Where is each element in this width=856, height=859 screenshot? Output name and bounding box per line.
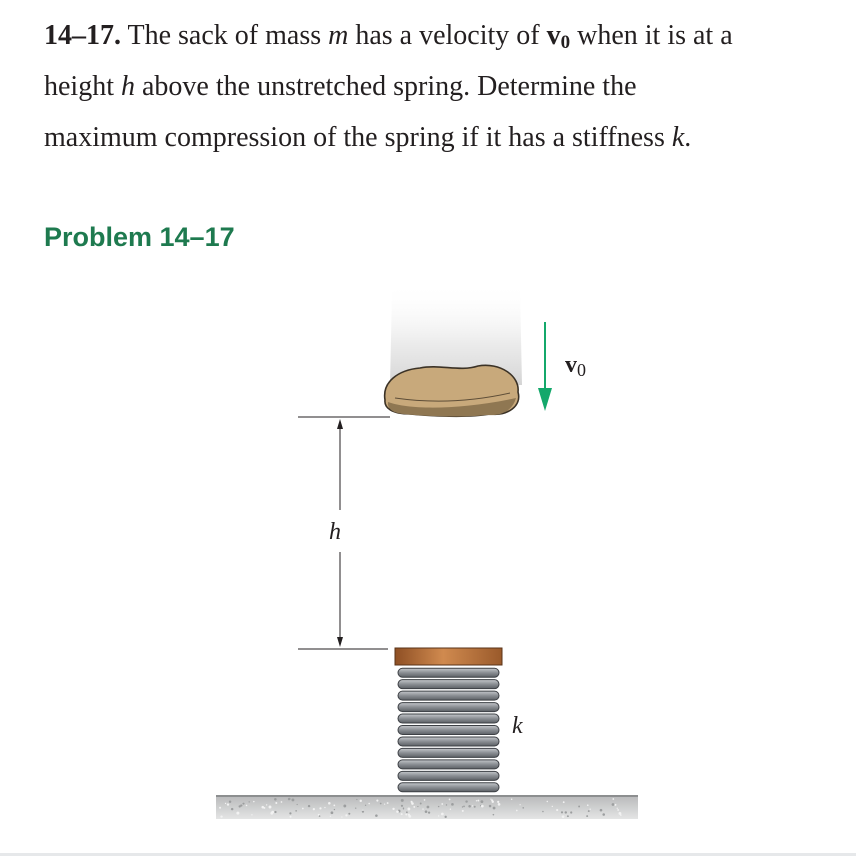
ground-speckle (493, 807, 496, 810)
ground-speckle (589, 809, 590, 810)
ground-speckle (330, 816, 331, 817)
stiffness-label: k (512, 713, 523, 739)
ground-speckle (417, 806, 418, 807)
statement-text-2b: above the unstretched spring. Determine the (142, 71, 637, 102)
ground-speckle (519, 804, 520, 805)
ground-speckle (427, 806, 430, 809)
ground-speckle (331, 811, 334, 814)
ground-speckle (497, 801, 499, 803)
ground-speckle (444, 816, 446, 818)
symbol-mass: m (328, 20, 349, 51)
ground-speckle (333, 804, 335, 806)
ground-speckle (438, 815, 439, 816)
spring-coil (398, 771, 499, 780)
ground-speckle (220, 815, 222, 817)
ground-speckle (240, 804, 242, 806)
ground-speckle (362, 811, 364, 813)
ground-speckle (441, 813, 444, 816)
velocity-label-subscript: 0 (577, 360, 586, 380)
ground-speckle (476, 800, 477, 801)
dimension-arrowhead-top (337, 419, 343, 429)
ground-speckle (407, 808, 410, 811)
velocity-label-letter: v (565, 352, 577, 378)
ground-speckle (308, 805, 310, 807)
ground-speckle (269, 806, 272, 809)
ground-speckle (392, 808, 394, 810)
ground-speckle (225, 803, 226, 804)
spring-coil (398, 726, 499, 735)
ground-speckle (271, 811, 274, 814)
ground-speckle (246, 805, 248, 807)
ground-speckle (375, 814, 378, 817)
ground-speckle (281, 801, 283, 803)
figure-title: Problem 14–17 (44, 222, 235, 252)
symbol-velocity-letter: v (546, 20, 561, 51)
ground-speckle (567, 815, 569, 817)
ground-speckle (563, 801, 565, 803)
ground-speckle (219, 807, 221, 809)
spring-plate (395, 648, 502, 665)
statement-text-1b: has a velocity of (355, 20, 540, 51)
spring-coil (398, 668, 499, 677)
ground-speckle (617, 808, 618, 809)
ground-speckle (401, 799, 404, 802)
ground-speckle (384, 804, 385, 805)
ground-speckle (406, 811, 408, 813)
ground-speckle (617, 809, 619, 811)
ground-speckle (251, 814, 252, 815)
ground-speckle (472, 805, 473, 806)
ground-speckle (365, 805, 366, 806)
ground-speckle (324, 807, 325, 808)
ground-speckle (401, 813, 403, 815)
ground-speckle (511, 799, 512, 800)
ground-speckle (413, 806, 415, 808)
symbol-stiffness: k (671, 122, 685, 153)
ground-speckle (249, 801, 250, 802)
ground-speckle (561, 811, 563, 813)
ground-speckle (348, 813, 350, 815)
height-dimension (298, 417, 390, 649)
ground-speckle (481, 805, 484, 808)
ground-speckle (345, 814, 347, 816)
sack (385, 365, 519, 416)
ground-speckle (547, 801, 548, 802)
ground-speckle (290, 816, 292, 818)
spring-coil (398, 783, 499, 792)
spring-coil (398, 760, 499, 769)
ground-speckle (552, 806, 553, 807)
ground-speckle (387, 802, 389, 804)
ground-speckle (586, 815, 588, 817)
ground-speckle (578, 806, 580, 808)
velocity-label (565, 352, 586, 380)
ground-speckle (289, 812, 291, 814)
ground-speckle (562, 815, 565, 818)
ground-speckle (477, 800, 479, 802)
ground-speckle (411, 802, 414, 805)
ground-speckle (424, 799, 426, 801)
ground-speckle (438, 806, 439, 807)
ground-speckle (612, 798, 614, 800)
ground-speckle (360, 800, 362, 802)
ground-speckle (492, 801, 494, 803)
ground-speckle (490, 799, 491, 800)
ground-speckle (620, 814, 622, 816)
ground-speckle (462, 806, 463, 807)
ground-speckle (450, 808, 451, 809)
spring (398, 668, 499, 792)
spring-coil (398, 691, 499, 700)
velocity-arrow (538, 322, 552, 411)
statement-text-3a: maximum compression of the spring if it has a stiffness (44, 122, 665, 153)
ground-speckle (274, 798, 277, 801)
ground-speckle (302, 808, 304, 810)
ground-speckle (341, 816, 342, 817)
ground-speckle (368, 803, 370, 805)
problem-number: 14–17. (44, 20, 121, 51)
ground-speckle (428, 812, 430, 814)
ground-speckle (380, 803, 382, 805)
ground-speckle (396, 810, 399, 813)
ground-speckle (355, 808, 356, 809)
spring-coil (398, 737, 499, 746)
ground-speckle (480, 800, 483, 803)
ground-speckle (274, 811, 276, 813)
ground-speckle (231, 808, 233, 810)
ground-speckle (242, 803, 244, 805)
ground-speckle (612, 803, 615, 806)
symbol-height: h (121, 71, 135, 102)
ground-speckle (451, 803, 454, 806)
height-label: h (329, 519, 341, 545)
ground-speckle (266, 804, 267, 805)
ground-speckle (229, 801, 231, 803)
ground-speckle (405, 814, 407, 816)
ground-speckle (446, 804, 447, 805)
ground-speckle (356, 799, 357, 800)
ground-speckle (295, 810, 297, 812)
ground-speckle (565, 811, 567, 813)
ground-speckle (422, 808, 423, 809)
ground-speckle (401, 805, 403, 807)
symbol-velocity-subscript: 0 (560, 32, 571, 53)
ground-speckle (319, 815, 321, 817)
ground-speckle (275, 802, 277, 804)
page-bottom-border (0, 853, 856, 856)
ground-speckle (420, 803, 422, 805)
ground-speckle (292, 798, 295, 801)
ground-speckle (600, 809, 603, 812)
ground-speckle (498, 803, 501, 806)
ground-speckle (297, 804, 298, 805)
ground-speckle (542, 811, 544, 813)
spring-coil (398, 703, 499, 712)
ground-speckle (319, 807, 321, 809)
ground-speckle (465, 800, 467, 802)
ground-speckle (227, 803, 229, 805)
ground-speckle (588, 810, 590, 812)
ground-speckle (516, 810, 518, 812)
ground-speckle (489, 805, 492, 808)
ground-speckle (403, 808, 404, 809)
ground-speckle (408, 815, 411, 818)
ground-speckle (463, 806, 465, 808)
ground-speckle (468, 805, 471, 808)
ground-speckle (602, 813, 605, 816)
spring-coil (398, 714, 499, 723)
ground-speckle (449, 799, 451, 801)
ground-speckle (493, 814, 495, 816)
ground-speckle (474, 806, 476, 808)
ground-speckle (313, 808, 315, 810)
statement-text-1a: The sack of mass (127, 20, 322, 51)
ground-speckle (441, 803, 443, 805)
ground-speckle (614, 804, 616, 806)
ground-speckle (288, 798, 291, 801)
ground-speckle (462, 810, 464, 812)
ground-speckle (587, 804, 589, 806)
ground-speckle (556, 809, 558, 811)
ground-speckle (522, 807, 524, 809)
ground-speckle (570, 811, 572, 813)
ground-speckle (236, 812, 239, 815)
ground-speckle (328, 802, 331, 805)
statement-period: . (684, 122, 692, 153)
spring-coil (398, 748, 499, 757)
ground-speckle (376, 800, 378, 802)
ground-speckle (425, 810, 428, 813)
ground-speckle (261, 806, 264, 809)
spring-coil (398, 680, 499, 689)
ground-speckle (343, 805, 346, 808)
statement-text-2a: height (44, 71, 114, 102)
ground-speckle (334, 809, 335, 810)
dimension-arrowhead-bottom (337, 637, 343, 647)
statement-text-1c: when it is at a (577, 20, 733, 51)
ground-speckle (253, 801, 254, 802)
